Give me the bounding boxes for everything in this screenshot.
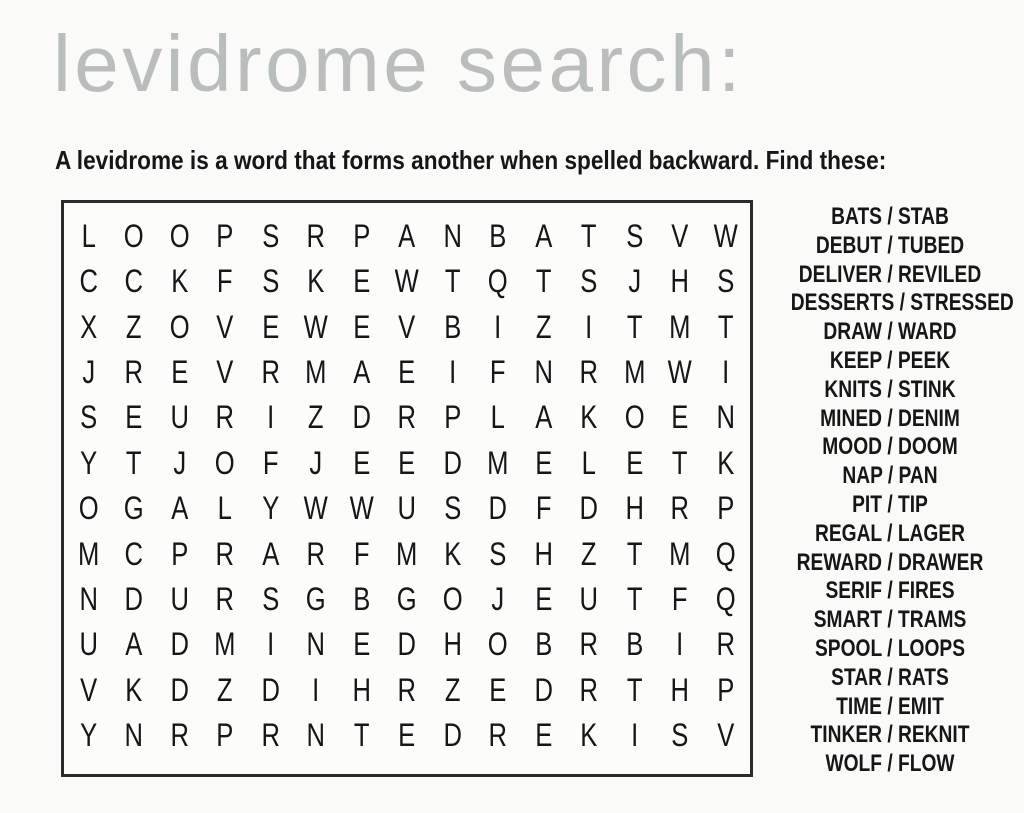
grid-letter-r11c7: H [352, 671, 371, 708]
grid-letter-r1c3: O [169, 217, 190, 254]
grid-letter-r5c11: A [534, 399, 552, 436]
grid-letter-r12c5: R [261, 717, 280, 754]
word-pair-tinker: TINKER / REKNIT [810, 721, 970, 749]
grid-letter-r4c4: V [216, 353, 234, 390]
grid-letter-r10c13: B [625, 626, 643, 663]
grid-letter-r7c2: G [124, 490, 145, 527]
grid-letter-r6c7: E [352, 444, 371, 481]
grid-letter-r2c3: K [171, 263, 189, 300]
word-pair-draw: DRAW / WARD [823, 318, 957, 346]
grid-letter-r11c13: T [626, 671, 643, 708]
word-pair-desserts: DESSERTS / STRESSED [790, 289, 1014, 317]
grid-letter-r1c12: T [581, 217, 597, 254]
grid-letter-r4c11: N [534, 353, 553, 390]
grid-letter-r7c7: W [349, 490, 374, 527]
grid-letter-r10c8: D [397, 626, 417, 663]
grid-letter-r8c2: C [124, 535, 144, 572]
grid-letter-r12c14: S [671, 717, 689, 754]
grid-letter-r3c1: X [80, 308, 98, 345]
grid-letter-r12c2: N [124, 717, 144, 754]
grid-letter-r2c5: S [262, 263, 280, 300]
grid-letter-r8c15: Q [715, 535, 736, 572]
grid-letter-r4c8: E [398, 353, 416, 390]
grid-letter-r2c10: Q [487, 263, 508, 300]
grid-letter-r11c14: H [670, 671, 690, 708]
grid-letter-r6c3: J [173, 444, 187, 481]
grid-letter-r2c4: F [217, 263, 233, 300]
grid-letter-r5c2: E [125, 399, 143, 436]
grid-letter-r9c11: E [534, 581, 552, 618]
grid-letter-r2c13: J [627, 263, 641, 300]
grid-letter-r11c8: R [397, 671, 417, 708]
grid-letter-r1c14: V [671, 217, 689, 254]
grid-letter-r11c15: P [716, 671, 734, 708]
grid-letter-r9c3: U [170, 581, 189, 618]
grid-letter-r2c8: W [394, 263, 420, 300]
grid-letter-r9c7: B [352, 581, 371, 618]
grid-letter-r5c8: R [397, 399, 417, 436]
grid-letter-r7c14: R [670, 490, 690, 527]
grid-letter-r2c15: S [716, 263, 734, 300]
grid-letter-r12c13: I [630, 717, 638, 754]
grid-letter-r10c4: M [214, 626, 236, 663]
word-pair-nap: NAP / PAN [842, 462, 938, 490]
grid-letter-r1c4: P [216, 217, 234, 254]
grid-letter-r8c9: K [443, 535, 461, 572]
grid-letter-r12c7: T [353, 717, 370, 754]
grid-letter-r10c7: E [352, 626, 371, 663]
grid-letter-r3c7: E [352, 308, 371, 345]
grid-letter-r9c14: F [671, 581, 688, 618]
grid-letter-r10c10: O [487, 626, 508, 663]
grid-letter-r11c6: I [312, 671, 320, 708]
word-pair-star: STAR / RATS [831, 663, 949, 691]
grid-letter-r8c10: S [489, 535, 507, 572]
grid-letter-r4c3: E [171, 353, 189, 390]
grid-letter-r12c9: D [443, 717, 462, 754]
grid-letter-r4c13: M [623, 353, 645, 390]
word-list [766, 203, 1014, 779]
grid-letter-r1c7: P [352, 217, 371, 254]
grid-letter-r7c10: D [488, 490, 508, 527]
grid-letter-r6c15: K [716, 444, 734, 481]
grid-letter-r4c2: R [124, 353, 144, 390]
grid-letter-r11c10: E [489, 671, 507, 708]
grid-letter-r6c5: F [262, 444, 279, 481]
grid-letter-r6c11: E [534, 444, 552, 481]
grid-letter-r3c9: B [443, 308, 461, 345]
grid-letter-r5c5: I [267, 399, 275, 436]
grid-letter-r5c6: Z [308, 399, 324, 436]
grid-letter-r7c5: Y [262, 490, 280, 527]
grid-letter-r1c13: S [625, 217, 643, 254]
grid-letter-r9c13: T [626, 581, 643, 618]
grid-letter-r12c15: V [716, 717, 734, 754]
grid-letter-r12c1: Y [80, 717, 98, 754]
grid-letter-r2c7: E [352, 263, 371, 300]
grid-letter-r8c5: A [262, 535, 280, 572]
grid-letter-r10c6: N [306, 626, 326, 663]
word-pair-knits: KNITS / STINK [824, 375, 956, 403]
grid-letter-r5c13: O [624, 399, 645, 436]
grid-letter-r3c2: Z [126, 308, 142, 345]
word-search-grid [61, 200, 753, 777]
grid-letter-r9c4: R [215, 581, 235, 618]
word-pair-mined: MINED / DENIM [820, 404, 960, 432]
grid-letter-r8c1: M [78, 535, 100, 572]
word-pair-serif: SERIF / FIRES [825, 577, 955, 605]
grid-letter-r7c9: S [443, 490, 461, 527]
grid-letter-r9c6: G [306, 581, 327, 618]
grid-letter-r7c4: L [218, 490, 233, 527]
grid-letter-r3c3: O [169, 308, 190, 345]
grid-letter-r2c6: K [307, 263, 325, 300]
grid-letter-r12c6: N [306, 717, 326, 754]
grid-letter-r4c10: F [490, 353, 506, 390]
grid-letter-r4c14: W [667, 353, 692, 390]
grid-letter-r8c6: R [306, 535, 326, 572]
grid-letter-r6c6: J [309, 444, 323, 481]
grid-letter-r6c9: D [443, 444, 462, 481]
word-pair-time: TIME / EMIT [836, 692, 944, 720]
grid-letter-r2c2: C [124, 263, 144, 300]
word-pair-bats: BATS / STAB [831, 203, 949, 230]
word-pair-keep: KEEP / PEEK [829, 346, 951, 374]
grid-letter-r9c8: G [397, 581, 417, 618]
grid-letter-r1c2: O [124, 217, 145, 254]
grid-letter-r9c2: D [124, 581, 144, 618]
grid-letter-r11c2: K [125, 671, 143, 708]
grid-letter-r11c4: Z [217, 671, 233, 708]
grid-letter-r1c10: B [489, 217, 507, 254]
grid-letter-r3c11: Z [535, 308, 552, 345]
grid-letter-r1c1: L [81, 217, 96, 254]
grid-letter-r7c3: A [171, 490, 189, 527]
grid-letter-r1c15: W [713, 217, 738, 254]
grid-letter-r8c13: T [626, 535, 643, 572]
grid-letter-r3c15: T [717, 308, 734, 345]
grid-letter-r4c7: A [352, 353, 371, 390]
grid-letter-r5c3: U [170, 399, 189, 436]
grid-letter-r10c15: R [716, 626, 735, 663]
grid-letter-r3c4: V [216, 308, 234, 345]
grid-letter-r11c1: V [80, 671, 98, 708]
grid-letter-r8c4: R [215, 535, 235, 572]
grid-letter-r1c9: N [443, 217, 462, 254]
grid-letter-r11c5: D [261, 671, 280, 708]
grid-letter-r4c9: I [448, 353, 457, 390]
grid-letter-r2c12: S [580, 263, 598, 300]
grid-letter-r2c11: T [535, 263, 552, 300]
grid-letter-r6c4: O [215, 444, 236, 481]
grid-letter-r5c10: L [490, 399, 506, 436]
grid-letter-r5c12: K [580, 399, 598, 436]
grid-letter-r1c8: A [398, 217, 416, 254]
grid-letter-r9c12: U [579, 581, 599, 618]
grid-letter-r5c14: E [671, 399, 689, 436]
grid-letter-r6c2: T [126, 444, 142, 481]
grid-letter-r6c8: E [398, 444, 416, 481]
grid-letter-r6c1: Y [80, 444, 98, 481]
grid-letter-r11c12: R [579, 671, 599, 708]
grid-letter-r4c6: M [305, 353, 327, 390]
grid-letter-r12c8: E [398, 717, 416, 754]
word-pair-pit: PIT / TIP [852, 490, 928, 518]
grid-letter-r3c10: I [494, 308, 502, 345]
word-pair-spool: SPOOL / LOOPS [814, 634, 966, 662]
grid-letter-r9c10: J [491, 581, 505, 618]
grid-letter-r5c9: P [443, 399, 461, 436]
grid-letter-r12c10: R [488, 717, 508, 754]
word-pair-debut: DEBUT / TUBED [815, 231, 965, 259]
grid-letter-r12c4: P [216, 717, 234, 754]
grid-letter-r9c1: N [79, 581, 98, 618]
grid-letter-r11c11: D [534, 671, 553, 708]
grid-letter-r2c9: T [444, 263, 461, 300]
grid-letter-r7c8: U [397, 490, 417, 527]
grid-letter-r6c14: T [671, 444, 688, 481]
grid-letter-r10c3: D [170, 626, 189, 663]
grid-letter-r11c3: D [170, 671, 189, 708]
grid-letter-r5c4: R [215, 399, 235, 436]
word-pair-regal: REGAL / LAGER [814, 519, 966, 547]
grid-letter-r4c12: R [579, 353, 599, 390]
grid-letter-r4c1: J [82, 353, 96, 390]
grid-letter-r8c3: P [171, 535, 189, 572]
word-pair-reward: REWARD / DRAWER [796, 548, 984, 576]
grid-letter-r2c14: H [670, 263, 690, 300]
grid-letter-r8c12: Z [581, 535, 597, 572]
grid-letter-r7c12: D [579, 490, 599, 527]
word-pair-smart: SMART / TRAMS [813, 606, 967, 634]
word-pair-deliver: DELIVER / REVILED [798, 260, 982, 288]
grid-letter-r10c12: R [579, 626, 599, 663]
grid-letter-r6c10: M [487, 444, 509, 481]
grid-letter-r10c9: H [443, 626, 462, 663]
grid-letter-r2c1: C [79, 263, 98, 300]
grid-letter-r6c13: E [625, 444, 643, 481]
grid-letter-r1c5: S [262, 217, 280, 254]
grid-letter-r9c5: S [262, 581, 280, 618]
grid-letter-r3c13: T [626, 308, 643, 345]
instructions-text: A levidrome is a word that forms another when spelled backward. Find these: [55, 145, 887, 175]
grid-letter-r8c11: H [534, 535, 553, 572]
grid-letter-r10c14: I [676, 626, 684, 663]
grid-letter-r10c5: I [267, 626, 275, 663]
page-title: levidrome search: [53, 19, 744, 108]
grid-letter-r8c14: M [669, 535, 691, 572]
grid-letter-r1c6: R [306, 217, 326, 254]
grid-letter-r12c3: R [170, 717, 189, 754]
grid-letter-r7c13: H [625, 490, 644, 527]
word-pair-wolf: WOLF / FLOW [825, 750, 955, 778]
grid-letter-r9c15: Q [715, 581, 736, 618]
grid-letter-r5c15: N [716, 399, 735, 436]
grid-letter-r4c15: I [721, 353, 729, 390]
grid-letter-r10c1: U [79, 626, 98, 663]
grid-letter-r12c11: E [534, 717, 552, 754]
grid-letter-r5c7: D [352, 399, 371, 436]
grid-letter-r3c12: I [585, 308, 593, 345]
grid-letter-r3c8: V [398, 308, 416, 345]
grid-letter-r4c5: R [261, 353, 280, 390]
grid-letter-r3c6: W [303, 308, 329, 345]
grid-letter-r3c14: M [669, 308, 691, 345]
grid-letter-r7c15: P [716, 490, 734, 527]
grid-letter-r7c6: W [303, 490, 329, 527]
grid-letter-r8c8: M [396, 535, 418, 572]
grid-letter-r8c7: F [353, 535, 370, 572]
grid-letter-r7c1: O [78, 490, 99, 527]
grid-letter-r10c2: A [125, 626, 143, 663]
grid-letter-r12c12: K [580, 717, 598, 754]
grid-letter-r1c11: A [534, 217, 552, 254]
grid-letter-r3c5: E [262, 308, 280, 345]
grid-letter-r10c11: B [534, 626, 552, 663]
grid-letter-r5c1: S [80, 399, 98, 436]
word-pair-mood: MOOD / DOOM [822, 433, 958, 461]
grid-letter-r7c11: F [535, 490, 552, 527]
grid-letter-r9c9: O [442, 581, 463, 618]
grid-letter-r11c9: Z [444, 671, 461, 708]
grid-letter-r6c12: L [581, 444, 596, 481]
